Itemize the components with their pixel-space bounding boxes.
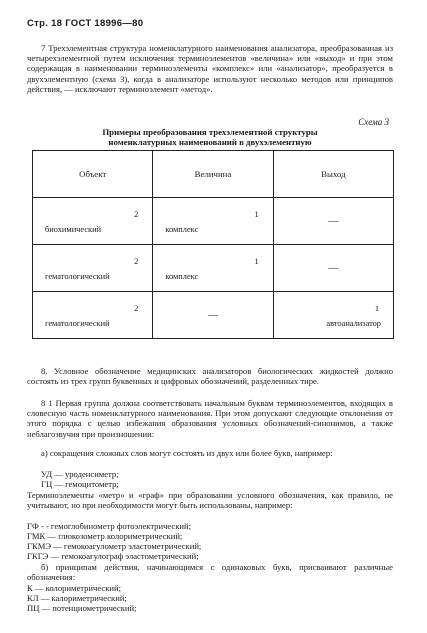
cell-index: 1 <box>254 210 259 219</box>
paragraph-8: 8. Условное обозначение медицинских анализаторов биологических жидкостей должно состоять из трех групп буквенных и цифровых обозначений, разделенных тире. <box>27 366 393 387</box>
table-title-line-1: Примеры преобразования трехэлементной структуры <box>102 127 318 137</box>
table-cell <box>273 198 393 245</box>
cell-text: комплекс <box>165 225 199 234</box>
cell-index: 1 <box>254 257 259 266</box>
paragraph-terms: Терминоэлементы «метр» и «граф» при образовании условного обозначения, как правило, не учитывают, но при необходимости могут быть использованы, например: <box>27 490 393 511</box>
table-header-row <box>33 151 394 198</box>
example-line: ГМК — глюкозометр колориметрический; <box>27 531 183 541</box>
example-line: К — колориметрический; <box>27 583 121 593</box>
table-row <box>33 292 394 339</box>
table-row <box>33 198 394 245</box>
scheme-label: Схема 3 <box>358 117 389 127</box>
cell-text: биохимический <box>45 225 102 234</box>
example-line: УД — уроденсиметр; <box>41 469 119 479</box>
cell-index: 2 <box>134 210 139 219</box>
cell-text: комплекс <box>165 272 199 281</box>
table-cell <box>33 245 153 292</box>
table-cell <box>153 292 273 339</box>
table-cell <box>33 198 153 245</box>
table-cell <box>153 245 273 292</box>
cell-dash: — <box>328 263 339 274</box>
table-cell <box>273 292 393 339</box>
header-quantity: Величина <box>153 151 273 198</box>
example-line: ГКГЭ — гемокоагулограф эластометрический; <box>27 551 199 561</box>
example-line: КЛ — калориметрический; <box>27 593 127 603</box>
item-a: а) сокращения сложных слов могут состоять из двух или более букв, например: <box>41 448 333 458</box>
paragraph-7: 7 Трехэлементная структура номенклатурного наименования анализатора, преобразованная из четырехэлементной путем исключения терминоэлементов «величина» или «выход» и при этом содержащая в наименовании терминоэлементы «комплекс» или «анализатор», преобразуется в двухэлементную (схема 3), когда в анализаторе используют несколько методов или принципов действия, — исключают терминоэлемент «метод». <box>27 43 393 94</box>
cell-dash: — <box>207 310 218 321</box>
table-cell <box>273 245 393 292</box>
example-line: ГКМЭ — гемокоагулометр эластометрический; <box>27 541 202 551</box>
cell-text: автоанализатор <box>326 319 381 328</box>
example-line: ПЦ — потенциометрический; <box>27 603 137 613</box>
header-output: Выход <box>273 151 393 198</box>
header-object: Объект <box>33 151 153 198</box>
table-cell <box>153 198 273 245</box>
example-line: ГЦ — гемоцитометр; <box>41 479 119 489</box>
cell-text: гематологический <box>45 319 110 328</box>
table-title-line-2: номенклатурных наименований в двухэлементную <box>108 137 312 147</box>
page-header <box>27 18 143 29</box>
table-title <box>27 127 393 147</box>
cell-dash: — <box>328 216 339 227</box>
item-b: б) принципам действия, начинающимся с одинаковых букв, присваивают различные обозначения: <box>27 562 393 583</box>
cell-index: 2 <box>134 304 139 313</box>
table-row <box>33 245 394 292</box>
header-text: Стр. 18 ГОСТ 18996—80 <box>27 18 144 29</box>
example-line: ГФ - - гемоглобинометр фотоэлектрический; <box>27 521 191 531</box>
cell-text: гематологический <box>45 272 110 281</box>
paragraph-8-1: 8 1 Первая группа должна соответствовать начальным буквам терминоэлементов, входящих в словесную часть номенклатурного наименования. При этом допускают следующие отклонения от этого порядка с целью избежания образования условных обозначений-синонимов, а также неблагозвучия при произношении: <box>27 398 393 439</box>
cell-index: 2 <box>134 257 139 266</box>
cell-index: 1 <box>374 304 379 313</box>
table-cell <box>33 292 153 339</box>
scheme-table <box>32 150 394 339</box>
